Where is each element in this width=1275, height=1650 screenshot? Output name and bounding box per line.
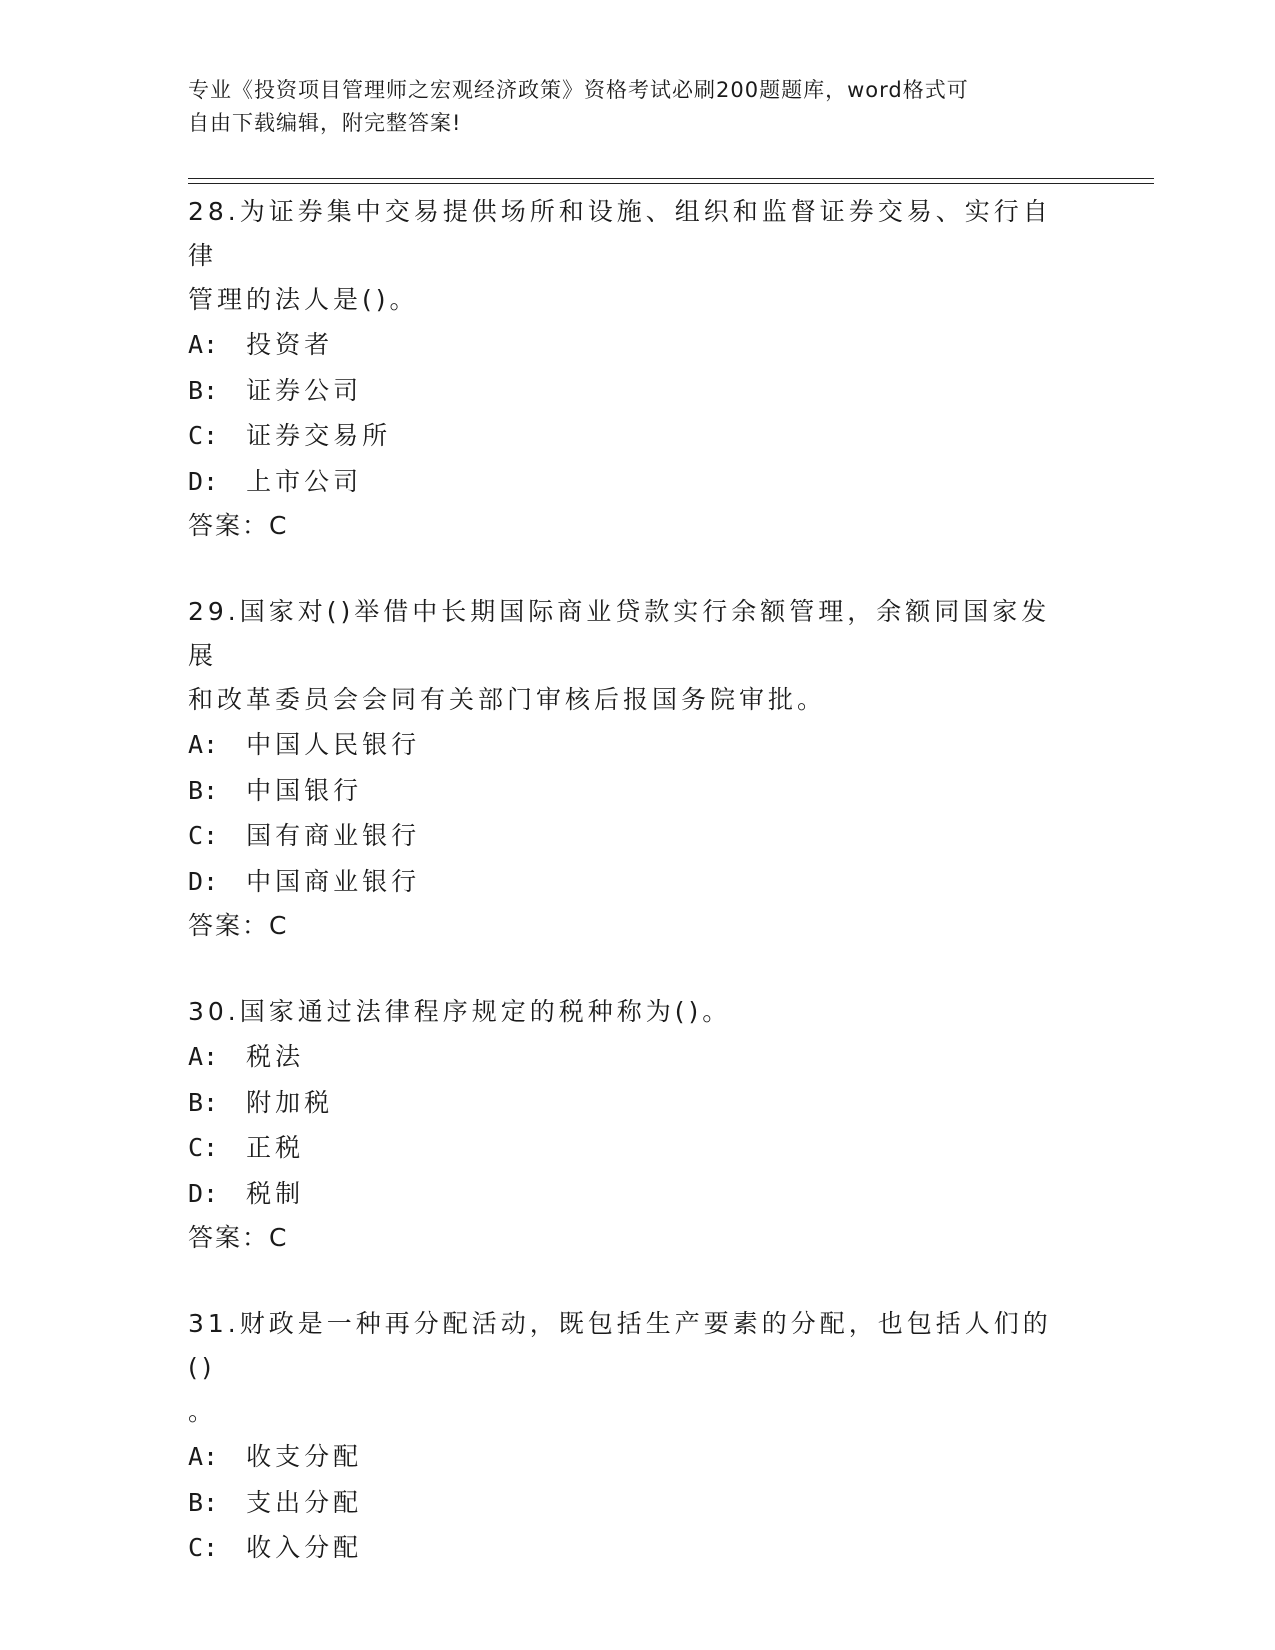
- question-stem-line-1: 31.财政是一种再分配活动，既包括生产要素的分配，也包括人们的(): [188, 1309, 1052, 1382]
- option-text: 证券交易所: [246, 421, 392, 450]
- header-divider-top: [188, 178, 1154, 179]
- option-letter: C:: [188, 421, 219, 450]
- option-a: [188, 322, 1088, 368]
- question-stem: [188, 990, 1078, 1034]
- option-letter: A:: [188, 330, 219, 359]
- option-d: [188, 1171, 1088, 1217]
- option-letter: A:: [188, 1442, 219, 1471]
- option-text: 正税: [246, 1133, 305, 1162]
- option-letter: B:: [188, 1487, 219, 1517]
- option-text: 证券公司: [246, 375, 363, 405]
- question-stem: [188, 590, 1078, 722]
- option-b: [188, 368, 1088, 414]
- header-line-2: 自由下载编辑，附完整答案!: [188, 111, 462, 135]
- option-text: 税法: [246, 1042, 305, 1071]
- option-letter: B:: [188, 375, 219, 405]
- answer-label: 答案：C: [188, 1223, 289, 1252]
- option-letter: C:: [188, 1133, 219, 1162]
- question-stem-line-1: 28.为证券集中交易提供场所和设施、组织和监督证券交易、实行自律: [188, 197, 1052, 270]
- answer-label: 答案：C: [188, 511, 289, 540]
- option-letter: D:: [188, 466, 219, 496]
- document-header: [188, 74, 1068, 140]
- question-stem: [188, 1302, 1078, 1434]
- option-c: [188, 1525, 1088, 1571]
- option-letter: A:: [188, 1042, 219, 1071]
- option-text: 收入分配: [246, 1533, 363, 1562]
- option-text: 中国银行: [246, 775, 363, 805]
- option-text: 上市公司: [246, 466, 363, 496]
- option-text: 中国人民银行: [246, 730, 421, 759]
- option-b: [188, 1480, 1088, 1526]
- question-stem-line-2: 。: [188, 1397, 218, 1426]
- option-d: [188, 459, 1088, 505]
- option-text: 投资者: [246, 330, 334, 359]
- option-letter: D:: [188, 1178, 219, 1208]
- question-stem: [188, 190, 1078, 322]
- option-text: 中国商业银行: [246, 866, 421, 896]
- option-letter: D:: [188, 866, 219, 896]
- option-d: [188, 859, 1088, 905]
- header-divider-bottom: [188, 183, 1154, 184]
- option-letter: B:: [188, 775, 219, 805]
- question-stem-line-2: 和改革委员会会同有关部门审核后报国务院审批。: [188, 685, 827, 714]
- question-stem-line-2: 管理的法人是()。: [188, 285, 419, 314]
- option-a: [188, 722, 1088, 768]
- option-b: [188, 768, 1088, 814]
- option-text: 税制: [246, 1178, 305, 1208]
- option-c: [188, 413, 1088, 459]
- option-letter: B:: [188, 1087, 219, 1117]
- option-text: 附加税: [246, 1087, 334, 1117]
- question-31: [188, 1302, 1088, 1571]
- option-text: 国有商业银行: [246, 821, 421, 850]
- option-letter: C:: [188, 1533, 219, 1562]
- option-a: [188, 1034, 1088, 1080]
- option-a: [188, 1434, 1088, 1480]
- option-text: 支出分配: [246, 1487, 363, 1517]
- option-letter: C:: [188, 821, 219, 850]
- option-text: 收支分配: [246, 1442, 363, 1471]
- question-30: [188, 990, 1088, 1260]
- option-b: [188, 1080, 1088, 1126]
- question-28: [188, 190, 1088, 548]
- option-c: [188, 1125, 1088, 1171]
- option-c: [188, 813, 1088, 859]
- question-list: [188, 190, 1088, 1613]
- question-stem-line-1: 30.国家通过法律程序规定的税种称为()。: [188, 997, 732, 1026]
- question-29: [188, 590, 1088, 948]
- header-line-1: 专业《投资项目管理师之宏观经济政策》资格考试必刷200题题库，word格式可: [188, 78, 969, 102]
- question-stem-line-1: 29.国家对()举借中长期国际商业贷款实行余额管理，余额同国家发展: [188, 597, 1051, 670]
- answer-label: 答案：C: [188, 911, 289, 940]
- option-letter: A:: [188, 730, 219, 759]
